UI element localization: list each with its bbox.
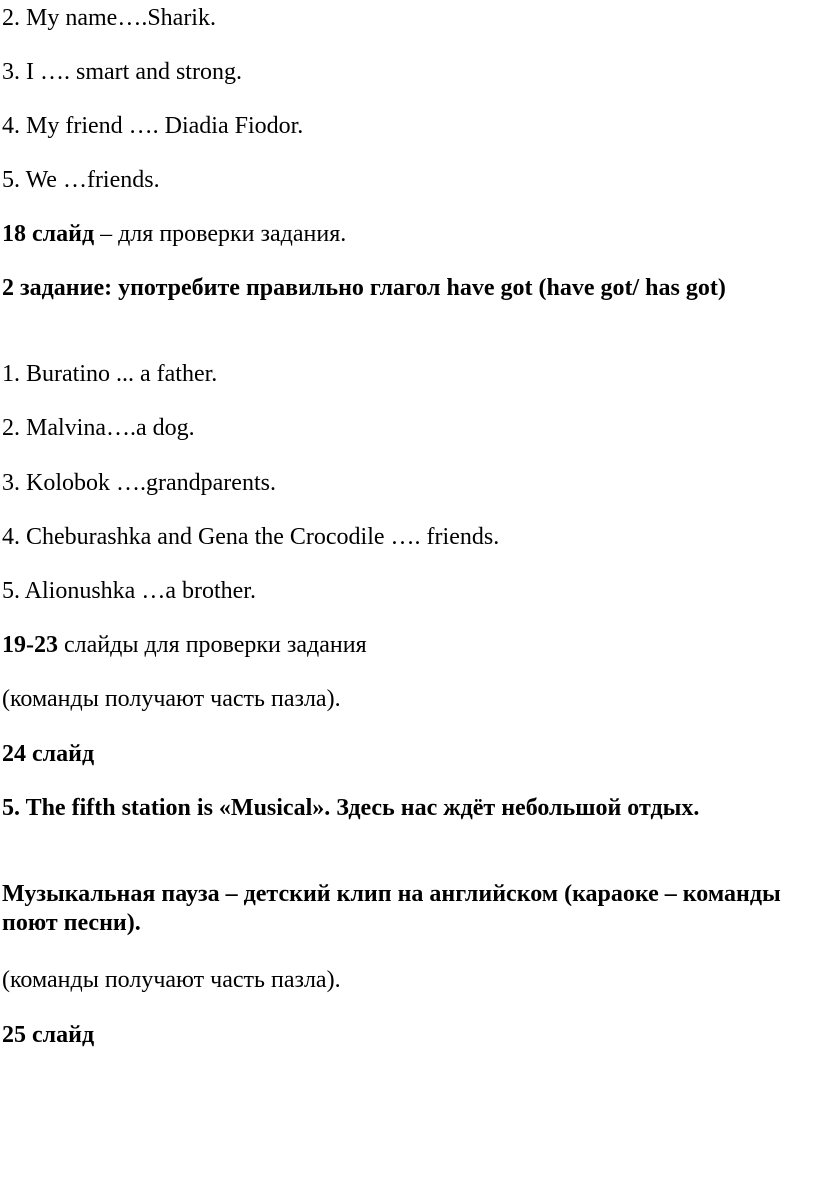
slide-18-text: – для проверки задания. (94, 221, 347, 247)
slide-18-label: 18 слайд (2, 221, 95, 247)
task-2-heading (2, 274, 804, 303)
slides-19-23-label: 19-23 (2, 632, 58, 658)
exercise2-item-2: 2. Malvina….a dog. (2, 415, 195, 441)
exercise-item-5-we: 5. We …friends. (2, 167, 160, 193)
task-2-heading-text: 2 задание: употребите правильно глагол have got (have got/ has got) (2, 275, 726, 301)
puzzle-note-2: (команды получают часть пазла). (2, 967, 341, 993)
music-pause-heading (2, 880, 804, 938)
station-5-heading-text: 5. The fifth station is «Musical». Здесь нас ждёт небольшой отдых. (2, 795, 700, 821)
slide-24-text: 24 слайд (2, 741, 95, 767)
puzzle-note-1: (команды получают часть пазла). (2, 686, 341, 712)
slides-19-23-note (2, 630, 804, 660)
exercise2-item-5: 5. Alionushka …a brother. (2, 578, 256, 604)
slide-25-text: 25 слайд (2, 1022, 95, 1048)
exercise2-item-4: 4. Cheburashka and Gena the Crocodile …. friends. (2, 524, 500, 550)
music-pause-heading-text: Музыкальная пауза – детский клип на английском (караоке – команды поют песни). (2, 881, 781, 936)
exercise2-item-1: 1. Buratino ... a father. (2, 361, 218, 387)
slide-25-label (2, 1020, 804, 1050)
exercise-item-2-name: 2. My name….Sharik. (2, 5, 216, 31)
exercise-item-3-smart: 3. I …. smart and strong. (2, 59, 242, 85)
exercise2-item-3: 3. Kolobok ….grandparents. (2, 470, 276, 496)
slide-24-label (2, 739, 804, 769)
slide-18-note (2, 219, 804, 249)
exercise-item-4-friend: 4. My friend …. Diadia Fiodor. (2, 113, 304, 139)
station-5-heading (2, 794, 804, 823)
slides-19-23-text: слайды для проверки задания (58, 632, 367, 658)
